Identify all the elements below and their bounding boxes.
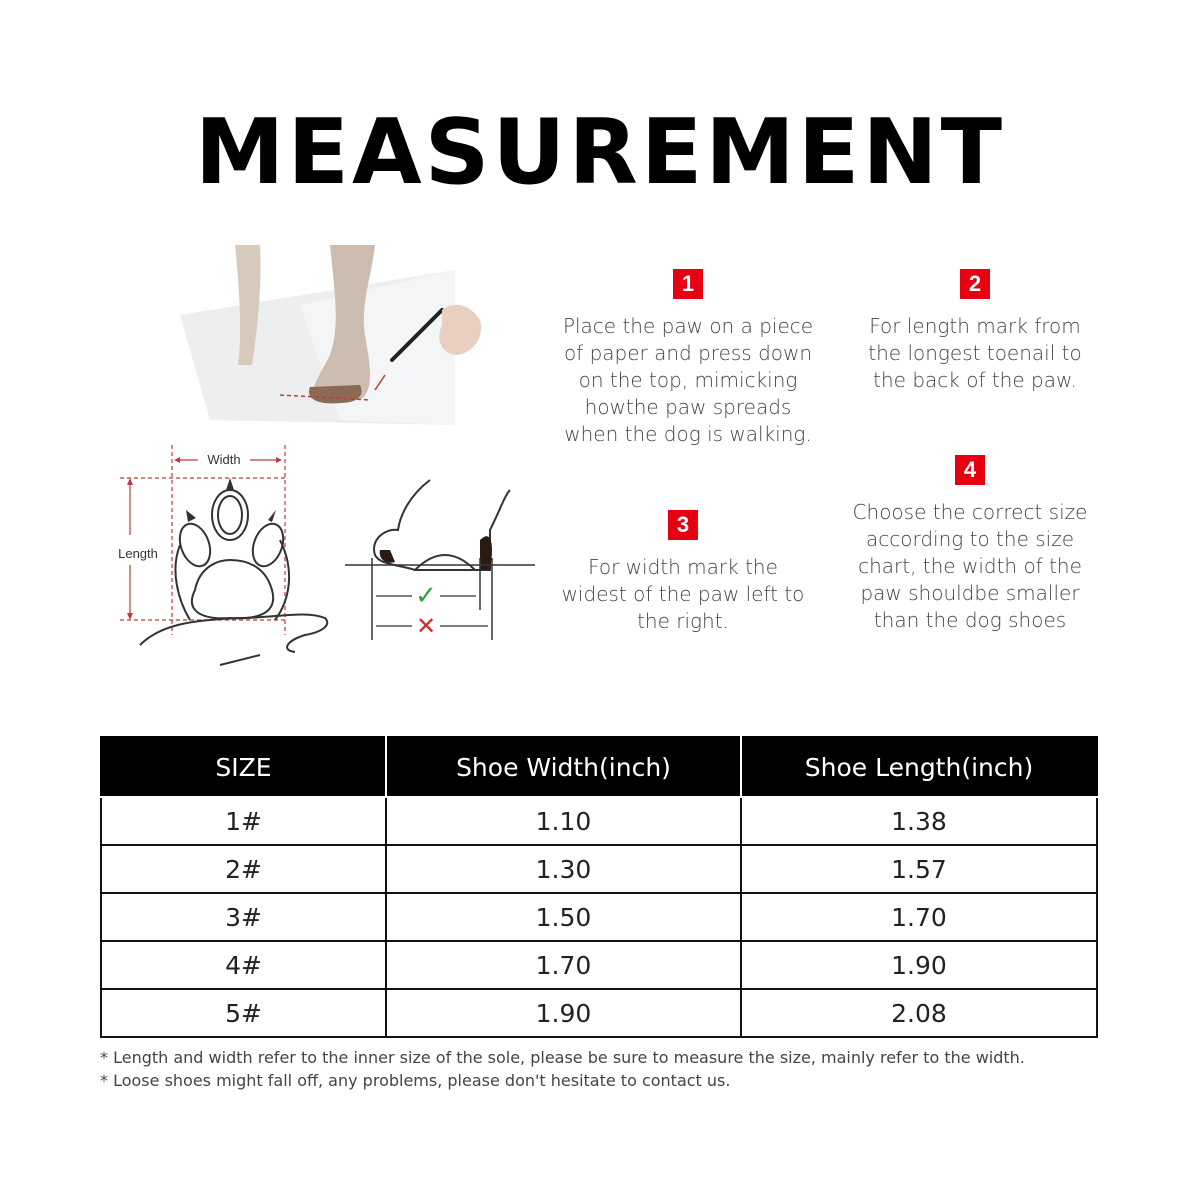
table-row [101,941,1097,989]
table-row [101,893,1097,941]
column-header-length: Shoe Length(inch) [741,737,1097,797]
check-icon: ✓ [415,581,437,611]
width-cell: 1.10 [386,797,741,845]
step-3 [555,510,811,635]
size-cell: 3# [101,893,386,941]
page-title: MEASUREMENT [194,100,1006,205]
step-text: Choose the correct size according to the size chart, the width of the paw shouldbe smaller than the dog shoes [852,500,1088,632]
size-cell: 5# [101,989,386,1037]
step-number-badge: 4 [955,455,985,485]
column-header-width: Shoe Width(inch) [386,737,741,797]
step-number-badge: 2 [960,269,990,299]
step-2 [855,269,1095,394]
size-cell: 2# [101,845,386,893]
paw-on-paper-photo [180,215,505,430]
footnote: * Loose shoes might fall off, any problems, please don't hesitate to contact us. [100,1071,731,1090]
table-header-row [101,737,1097,797]
length-cell: 1.38 [741,797,1097,845]
size-cell: 1# [101,797,386,845]
length-cell: 2.08 [741,989,1097,1037]
width-cell: 1.70 [386,941,741,989]
cross-icon: ✕ [415,612,437,640]
width-cell: 1.30 [386,845,741,893]
table-row [101,797,1097,845]
size-cell: 4# [101,941,386,989]
size-chart-table [100,736,1098,1038]
column-header-size: SIZE [101,737,386,797]
length-label: Length [118,546,158,561]
length-cell: 1.70 [741,893,1097,941]
step-number-badge: 1 [673,269,703,299]
width-cell: 1.90 [386,989,741,1037]
length-cell: 1.57 [741,845,1097,893]
width-cell: 1.50 [386,893,741,941]
step-text: For length mark from the longest toenail to the back of the paw. [868,314,1082,392]
step-4 [845,455,1095,634]
footnote: * Length and width refer to the inner size of the sole, please be sure to measure the size, mainly refer to the width. [100,1048,1025,1067]
footnotes [100,1046,1100,1092]
width-check-diagram [340,470,540,650]
table-row [101,845,1097,893]
width-label: Width [207,452,241,467]
step-1 [560,269,816,448]
table-row [101,989,1097,1037]
step-text: Place the paw on a piece of paper and press down on the top, mimicking howthe paw spreads when the dog is walking. [562,314,814,446]
step-number-badge: 3 [668,510,698,540]
paw-measure-diagram [100,440,350,675]
step-text: For width mark the widest of the paw left to the right. [561,555,805,633]
length-cell: 1.90 [741,941,1097,989]
